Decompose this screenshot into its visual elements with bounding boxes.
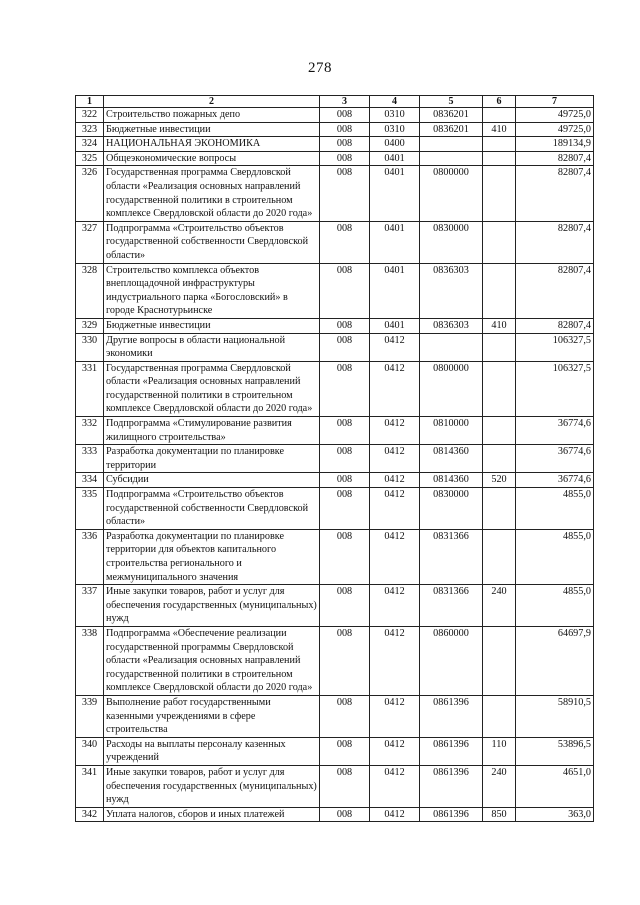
header-row [76, 96, 594, 108]
row-number-cell: 330 [76, 333, 104, 361]
row-number-cell: 339 [76, 695, 104, 737]
table-row [76, 765, 594, 807]
section-code-cell: 0412 [370, 695, 420, 737]
column-header: 7 [516, 96, 594, 108]
table-row [76, 221, 594, 263]
ministry-code-cell: 008 [320, 221, 370, 263]
column-header: 4 [370, 96, 420, 108]
amount-cell: 36774,6 [516, 473, 594, 488]
amount-cell: 189134,9 [516, 137, 594, 152]
row-number-cell: 323 [76, 122, 104, 137]
section-code-cell: 0412 [370, 488, 420, 530]
expense-type-cell [483, 263, 516, 318]
row-number-cell: 341 [76, 765, 104, 807]
amount-cell: 82807,4 [516, 263, 594, 318]
row-name-cell: Государственная программа Свердловской области «Реализация основных направлений государственной политики в строительном комплексе Свердловской области до 2020 года» [104, 361, 320, 416]
expense-type-cell: 410 [483, 318, 516, 333]
expense-type-cell: 110 [483, 737, 516, 765]
section-code-cell: 0412 [370, 473, 420, 488]
row-number-cell: 324 [76, 137, 104, 152]
row-name-cell: Уплата налогов, сборов и иных платежей [104, 807, 320, 822]
column-header: 5 [420, 96, 483, 108]
amount-cell: 363,0 [516, 807, 594, 822]
budget-table [75, 95, 594, 822]
row-name-cell: Разработка документации по планировке территории для объектов капитального строительства регионального и межмуниципального значения [104, 529, 320, 584]
amount-cell: 36774,6 [516, 417, 594, 445]
expense-type-cell [483, 626, 516, 695]
row-name-cell: Расходы на выплаты персоналу казенных учреждений [104, 737, 320, 765]
column-header: 2 [104, 96, 320, 108]
row-number-cell: 327 [76, 221, 104, 263]
table-row [76, 108, 594, 123]
ministry-code-cell: 008 [320, 108, 370, 123]
table-row [76, 626, 594, 695]
amount-cell: 64697,9 [516, 626, 594, 695]
row-name-cell: Субсидии [104, 473, 320, 488]
target-article-cell: 0836201 [420, 108, 483, 123]
target-article-cell: 0861396 [420, 807, 483, 822]
expense-type-cell: 410 [483, 122, 516, 137]
row-number-cell: 325 [76, 151, 104, 166]
row-number-cell: 342 [76, 807, 104, 822]
table-row [76, 263, 594, 318]
expense-type-cell [483, 488, 516, 530]
table-row [76, 122, 594, 137]
section-code-cell: 0412 [370, 445, 420, 473]
section-code-cell: 0412 [370, 626, 420, 695]
target-article-cell: 0800000 [420, 166, 483, 221]
ministry-code-cell: 008 [320, 737, 370, 765]
expense-type-cell [483, 695, 516, 737]
table-row [76, 333, 594, 361]
ministry-code-cell: 008 [320, 122, 370, 137]
table-row [76, 807, 594, 822]
expense-type-cell: 240 [483, 585, 516, 627]
row-number-cell: 334 [76, 473, 104, 488]
table-row [76, 585, 594, 627]
amount-cell: 49725,0 [516, 122, 594, 137]
target-article-cell: 0836201 [420, 122, 483, 137]
target-article-cell: 0814360 [420, 473, 483, 488]
expense-type-cell [483, 166, 516, 221]
amount-cell: 4855,0 [516, 488, 594, 530]
ministry-code-cell: 008 [320, 488, 370, 530]
table-row [76, 166, 594, 221]
target-article-cell: 0831366 [420, 585, 483, 627]
table-row [76, 361, 594, 416]
ministry-code-cell: 008 [320, 263, 370, 318]
section-code-cell: 0401 [370, 166, 420, 221]
amount-cell: 106327,5 [516, 333, 594, 361]
expense-type-cell [483, 108, 516, 123]
ministry-code-cell: 008 [320, 333, 370, 361]
target-article-cell: 0836303 [420, 318, 483, 333]
row-name-cell: Бюджетные инвестиции [104, 122, 320, 137]
target-article-cell: 0810000 [420, 417, 483, 445]
column-header: 6 [483, 96, 516, 108]
amount-cell: 4651,0 [516, 765, 594, 807]
table-body [76, 108, 594, 822]
section-code-cell: 0310 [370, 122, 420, 137]
section-code-cell: 0401 [370, 318, 420, 333]
ministry-code-cell: 008 [320, 166, 370, 221]
ministry-code-cell: 008 [320, 318, 370, 333]
table-row [76, 473, 594, 488]
row-number-cell: 333 [76, 445, 104, 473]
table-row [76, 417, 594, 445]
row-number-cell: 332 [76, 417, 104, 445]
amount-cell: 4855,0 [516, 585, 594, 627]
target-article-cell: 0861396 [420, 765, 483, 807]
row-name-cell: Бюджетные инвестиции [104, 318, 320, 333]
target-article-cell: 0800000 [420, 361, 483, 416]
section-code-cell: 0412 [370, 361, 420, 416]
table-row [76, 151, 594, 166]
ministry-code-cell: 008 [320, 765, 370, 807]
target-article-cell: 0861396 [420, 737, 483, 765]
table-row [76, 529, 594, 584]
ministry-code-cell: 008 [320, 473, 370, 488]
expense-type-cell [483, 137, 516, 152]
row-name-cell: Государственная программа Свердловской области «Реализация основных направлений государственной политики в строительном комплексе Свердловской области до 2020 года» [104, 166, 320, 221]
amount-cell: 36774,6 [516, 445, 594, 473]
row-number-cell: 338 [76, 626, 104, 695]
row-name-cell: Подпрограмма «Строительство объектов государственной собственности Свердловской области» [104, 488, 320, 530]
amount-cell: 106327,5 [516, 361, 594, 416]
column-header: 3 [320, 96, 370, 108]
expense-type-cell [483, 529, 516, 584]
ministry-code-cell: 008 [320, 417, 370, 445]
target-article-cell: 0814360 [420, 445, 483, 473]
ministry-code-cell: 008 [320, 137, 370, 152]
expense-type-cell [483, 151, 516, 166]
amount-cell: 82807,4 [516, 318, 594, 333]
expense-type-cell: 850 [483, 807, 516, 822]
row-name-cell: Строительство пожарных депо [104, 108, 320, 123]
table-row [76, 737, 594, 765]
section-code-cell: 0412 [370, 333, 420, 361]
ministry-code-cell: 008 [320, 361, 370, 416]
ministry-code-cell: 008 [320, 695, 370, 737]
table-row [76, 695, 594, 737]
row-name-cell: Общеэкономические вопросы [104, 151, 320, 166]
section-code-cell: 0412 [370, 585, 420, 627]
section-code-cell: 0412 [370, 807, 420, 822]
section-code-cell: 0401 [370, 151, 420, 166]
row-name-cell: Подпрограмма «Стимулирование развития жилищного строительства» [104, 417, 320, 445]
amount-cell: 4855,0 [516, 529, 594, 584]
table-row [76, 488, 594, 530]
target-article-cell [420, 333, 483, 361]
table-row [76, 445, 594, 473]
ministry-code-cell: 008 [320, 626, 370, 695]
row-number-cell: 326 [76, 166, 104, 221]
ministry-code-cell: 008 [320, 445, 370, 473]
row-name-cell: Другие вопросы в области национальной экономики [104, 333, 320, 361]
expense-type-cell [483, 221, 516, 263]
row-name-cell: Иные закупки товаров, работ и услуг для обеспечения государственных (муниципальных) нужд [104, 765, 320, 807]
target-article-cell: 0831366 [420, 529, 483, 584]
row-number-cell: 329 [76, 318, 104, 333]
ministry-code-cell: 008 [320, 151, 370, 166]
target-article-cell: 0860000 [420, 626, 483, 695]
section-code-cell: 0400 [370, 137, 420, 152]
table-row [76, 318, 594, 333]
section-code-cell: 0412 [370, 529, 420, 584]
amount-cell: 82807,4 [516, 221, 594, 263]
row-number-cell: 336 [76, 529, 104, 584]
row-number-cell: 328 [76, 263, 104, 318]
expense-type-cell [483, 445, 516, 473]
amount-cell: 53896,5 [516, 737, 594, 765]
ministry-code-cell: 008 [320, 529, 370, 584]
section-code-cell: 0401 [370, 221, 420, 263]
row-name-cell: Строительство комплекса объектов внеплощадочной инфраструктуры индустриального парка «Богословский» в городе Краснотурьинске [104, 263, 320, 318]
row-number-cell: 322 [76, 108, 104, 123]
row-name-cell: Подпрограмма «Строительство объектов государственной собственности Свердловской области» [104, 221, 320, 263]
expense-type-cell: 240 [483, 765, 516, 807]
section-code-cell: 0412 [370, 417, 420, 445]
section-code-cell: 0412 [370, 765, 420, 807]
target-article-cell: 0830000 [420, 221, 483, 263]
row-name-cell: Разработка документации по планировке территории [104, 445, 320, 473]
amount-cell: 82807,4 [516, 166, 594, 221]
row-number-cell: 331 [76, 361, 104, 416]
row-name-cell: НАЦИОНАЛЬНАЯ ЭКОНОМИКА [104, 137, 320, 152]
amount-cell: 49725,0 [516, 108, 594, 123]
row-name-cell: Иные закупки товаров, работ и услуг для обеспечения государственных (муниципальных) нужд [104, 585, 320, 627]
expense-type-cell [483, 417, 516, 445]
row-name-cell: Выполнение работ государственными казенными учреждениями в сфере строительства [104, 695, 320, 737]
target-article-cell: 0861396 [420, 695, 483, 737]
section-code-cell: 0310 [370, 108, 420, 123]
section-code-cell: 0401 [370, 263, 420, 318]
target-article-cell [420, 137, 483, 152]
row-number-cell: 340 [76, 737, 104, 765]
target-article-cell [420, 151, 483, 166]
ministry-code-cell: 008 [320, 807, 370, 822]
expense-type-cell: 520 [483, 473, 516, 488]
row-number-cell: 337 [76, 585, 104, 627]
ministry-code-cell: 008 [320, 585, 370, 627]
section-code-cell: 0412 [370, 737, 420, 765]
page-number: 278 [308, 60, 332, 76]
target-article-cell: 0830000 [420, 488, 483, 530]
amount-cell: 82807,4 [516, 151, 594, 166]
table-row [76, 137, 594, 152]
row-name-cell: Подпрограмма «Обеспечение реализации государственной программы Свердловской области «Реализация основных направлений государственной политики в строительном комплексе Свердловской области до 2020 года» [104, 626, 320, 695]
expense-type-cell [483, 361, 516, 416]
amount-cell: 58910,5 [516, 695, 594, 737]
column-header: 1 [76, 96, 104, 108]
row-number-cell: 335 [76, 488, 104, 530]
target-article-cell: 0836303 [420, 263, 483, 318]
expense-type-cell [483, 333, 516, 361]
